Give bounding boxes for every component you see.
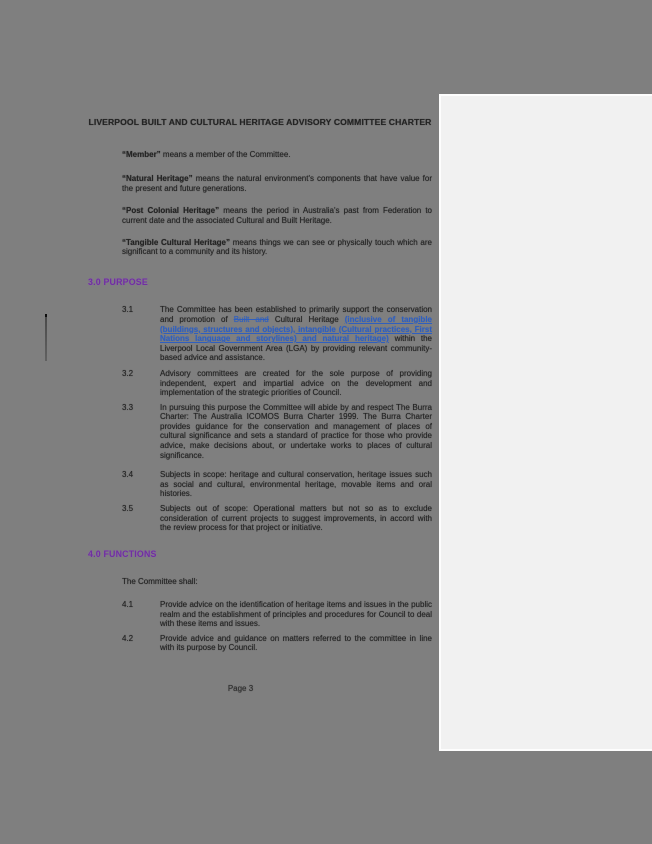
definition-member bbox=[122, 150, 432, 160]
item-number: 3.3 bbox=[122, 402, 134, 412]
definition-term: “Post Colonial Heritage” bbox=[122, 206, 220, 216]
purpose-item-3-2 bbox=[88, 369, 432, 398]
item-text: Provide advice on the identification of heritage items and issues in the public realm and the establishment of principles and procedures for Council to deal with these items and issues. bbox=[160, 600, 432, 629]
definition-term: “Member” bbox=[122, 149, 161, 159]
definition-natural-heritage bbox=[122, 174, 432, 193]
item-number: 4.1 bbox=[122, 600, 134, 609]
text-run: Cultural Heritage bbox=[268, 314, 345, 324]
item-number: 3.2 bbox=[122, 368, 134, 378]
deleted-text: Built and bbox=[233, 314, 269, 324]
item-text: Subjects in scope: heritage and cultural conservation, heritage issues such as social and cultural, environmental heritage, movable items and oral histories. bbox=[160, 470, 432, 499]
white-overlay-panel bbox=[439, 94, 652, 751]
section-heading-purpose: 3.0 PURPOSE bbox=[88, 276, 148, 287]
definition-term: “Tangible Cultural Heritage” bbox=[122, 237, 230, 247]
page-body bbox=[88, 118, 432, 694]
purpose-item-3-4 bbox=[88, 470, 432, 499]
item-text: In pursuing this purpose the Committee will abide by and respect The Burra Charter: The Australia ICOMOS Burra Charter 1999. The Burra Charter provides guidance for the conservation and management of places of cultural significance and sets a standard of practice for those who provide advice, make decisions about, or undertake works to places of cultural significance. bbox=[160, 402, 432, 460]
inserted-text: (inclusive of tangible (buildings, structures and objects), intangible (Cultural practices, First Nations language and storylines) and natural heritage) bbox=[160, 314, 432, 344]
document-title: LIVERPOOL BUILT AND CULTURAL HERITAGE ADVISORY COMMITTEE CHARTER bbox=[88, 117, 432, 127]
definition-post-colonial-heritage bbox=[122, 206, 432, 225]
functions-intro: The Committee shall: bbox=[122, 577, 198, 587]
functions-item-4-2 bbox=[88, 634, 432, 653]
item-text: Provide advice and guidance on matters referred to the committee in line with its purpose by Council. bbox=[160, 633, 432, 653]
definition-text: means the period in Australia's past from Federation to current date and the associated Cultural and Built Heritage. bbox=[122, 206, 432, 225]
purpose-item-3-5 bbox=[88, 504, 432, 533]
functions-item-4-1 bbox=[88, 600, 432, 629]
text-run: The Committee has been established to primarily support the conservation and promotion of bbox=[160, 305, 432, 324]
purpose-item-3-1 bbox=[88, 305, 432, 363]
item-number: 3.1 bbox=[122, 305, 134, 315]
item-number: 4.2 bbox=[122, 633, 134, 643]
revision-change-bar bbox=[45, 314, 47, 361]
section-heading-functions: 4.0 FUNCTIONS bbox=[88, 548, 157, 559]
definition-tangible-cultural-heritage bbox=[122, 238, 432, 257]
text-run: within the Liverpool Local Government Area (LGA) by providing relevant community-based advice and assistance. bbox=[160, 334, 432, 363]
purpose-item-3-3 bbox=[88, 403, 432, 461]
item-number: 3.5 bbox=[122, 504, 134, 514]
definition-text: means the natural environment's components that have value for the present and future generations. bbox=[122, 174, 433, 193]
page-number: Page 3 bbox=[227, 683, 254, 693]
item-text: Advisory committees are created for the sole purpose of providing independent, expert and impartial advice on the development and implementation of the strategic priorities of Council. bbox=[160, 368, 432, 398]
item-number: 3.4 bbox=[122, 470, 134, 480]
definition-text: means things we can see or physically touch which are significant to a community and its history. bbox=[122, 237, 432, 257]
definition-term: “Natural Heritage” bbox=[122, 174, 193, 184]
item-text: Subjects out of scope: Operational matters but not so as to exclude consideration of current projects to suggest improvements, in accord with the review process for that project or initiative. bbox=[160, 504, 432, 533]
definition-text: means a member of the Committee. bbox=[160, 149, 291, 159]
